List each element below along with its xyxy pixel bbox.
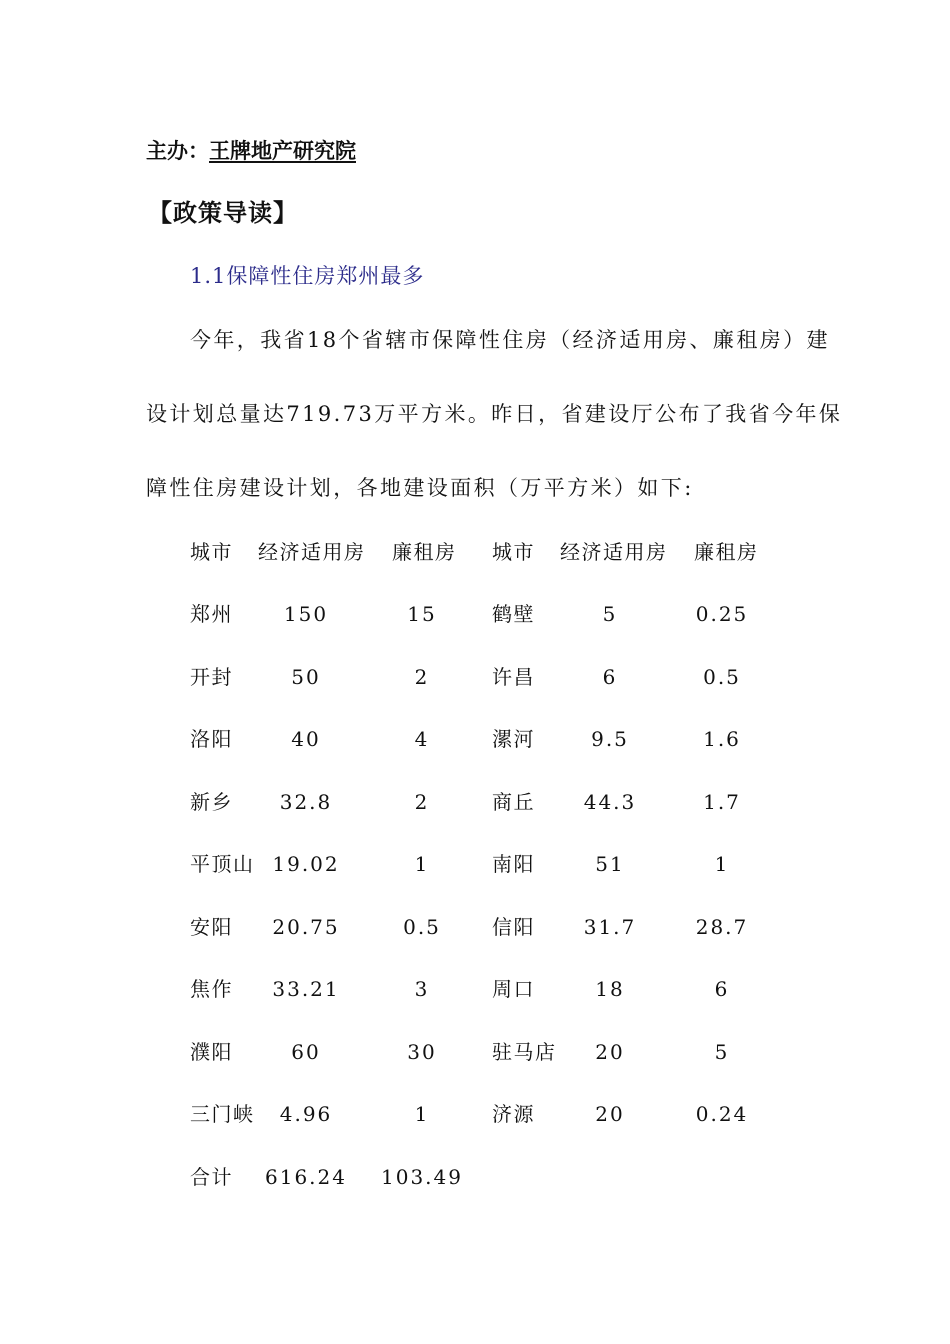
table-cell-affordable-b: 6 [602, 665, 618, 689]
table-cell-affordable-b: 51 [595, 852, 625, 876]
table-cell-affordable-a: 60 [291, 1040, 321, 1064]
table-cell-city-a: 合计 [190, 1165, 233, 1189]
table-cell-affordable-b: 20 [595, 1102, 625, 1126]
table-cell-city-b: 商丘 [492, 790, 535, 814]
organizer-label: 主办： [146, 138, 209, 163]
table-cell-city-a: 新乡 [190, 790, 233, 814]
table-cell-lowrent-b: 1.7 [703, 790, 741, 814]
table-cell-affordable-b: 18 [595, 977, 625, 1001]
table-cell-affordable-b: 31.7 [583, 915, 637, 939]
table-cell-city-b: 漯河 [492, 727, 535, 751]
table-cell-city-b: 周口 [492, 977, 535, 1001]
table-cell-city-b: 济源 [492, 1102, 535, 1126]
paragraph-line-3: 障性住房建设计划，各地建设面积（万平方米）如下: [146, 476, 694, 500]
table-cell-affordable-a: 4.96 [279, 1102, 333, 1126]
table-cell-lowrent-a: 30 [407, 1040, 437, 1064]
table-cell-affordable-b: 5 [602, 602, 618, 626]
table-header-lowrent-a: 廉租房 [392, 540, 457, 564]
table-cell-affordable-b: 9.5 [591, 727, 629, 751]
table-header-affordable-b: 经济适用房 [560, 540, 668, 564]
table-cell-city-a: 洛阳 [190, 727, 233, 751]
organizer-line [146, 140, 356, 161]
table-cell-lowrent-b: 1.6 [703, 727, 741, 751]
table-cell-affordable-a: 40 [291, 727, 321, 751]
table-cell-affordable-a: 616.24 [265, 1165, 347, 1189]
table-cell-affordable-a: 50 [291, 665, 321, 689]
table-cell-city-b: 驻马店 [492, 1040, 557, 1064]
table-cell-city-a: 焦作 [190, 977, 233, 1001]
table-cell-lowrent-a: 103.49 [381, 1165, 463, 1189]
table-cell-city-a: 郑州 [190, 602, 233, 626]
table-cell-lowrent-b: 6 [714, 977, 730, 1001]
table-cell-lowrent-b: 0.5 [703, 665, 741, 689]
table-cell-city-a: 开封 [190, 665, 233, 689]
table-cell-lowrent-b: 1 [714, 852, 730, 876]
table-cell-affordable-a: 33.21 [272, 977, 340, 1001]
section-title: 【政策导读】 [148, 198, 298, 227]
table-cell-city-b: 信阳 [492, 915, 535, 939]
paragraph-line-1: 今年，我省18个省辖市保障性住房（经济适用房、廉租房）建 [190, 328, 830, 352]
table-cell-lowrent-a: 4 [414, 727, 430, 751]
table-cell-city-a: 安阳 [190, 915, 233, 939]
table-header-city-b: 城市 [492, 540, 535, 564]
table-cell-lowrent-a: 3 [414, 977, 430, 1001]
table-cell-city-b: 南阳 [492, 852, 535, 876]
table-cell-city-a: 平顶山 [190, 852, 255, 876]
table-cell-lowrent-b: 28.7 [695, 915, 749, 939]
table-cell-lowrent-a: 1 [414, 852, 430, 876]
table-cell-affordable-a: 150 [283, 602, 329, 626]
table-cell-affordable-b: 44.3 [583, 790, 637, 814]
table-cell-lowrent-a: 0.5 [403, 915, 441, 939]
table-cell-lowrent-a: 1 [414, 1102, 430, 1126]
table-cell-city-b: 许昌 [492, 665, 535, 689]
table-cell-lowrent-b: 0.25 [695, 602, 749, 626]
table-cell-lowrent-b: 5 [714, 1040, 730, 1064]
table-cell-city-a: 三门峡 [190, 1102, 255, 1126]
table-cell-affordable-b: 20 [595, 1040, 625, 1064]
table-cell-affordable-a: 20.75 [272, 915, 340, 939]
table-cell-lowrent-a: 15 [407, 602, 437, 626]
article-subheading: 1.1保障性住房郑州最多 [190, 264, 425, 288]
table-cell-lowrent-b: 0.24 [695, 1102, 749, 1126]
organizer-name: 王牌地产研究院 [209, 138, 356, 163]
table-cell-city-a: 濮阳 [190, 1040, 233, 1064]
table-cell-affordable-a: 19.02 [272, 852, 340, 876]
table-header-lowrent-b: 廉租房 [694, 540, 759, 564]
table-cell-city-b: 鹤壁 [492, 602, 535, 626]
table-cell-lowrent-a: 2 [414, 665, 430, 689]
table-cell-affordable-a: 32.8 [279, 790, 333, 814]
table-header-affordable-a: 经济适用房 [258, 540, 366, 564]
table-cell-lowrent-a: 2 [414, 790, 430, 814]
paragraph-line-2: 设计划总量达719.73万平方米。昨日，省建设厅公布了我省今年保 [146, 402, 843, 426]
table-header-city-a: 城市 [190, 540, 233, 564]
